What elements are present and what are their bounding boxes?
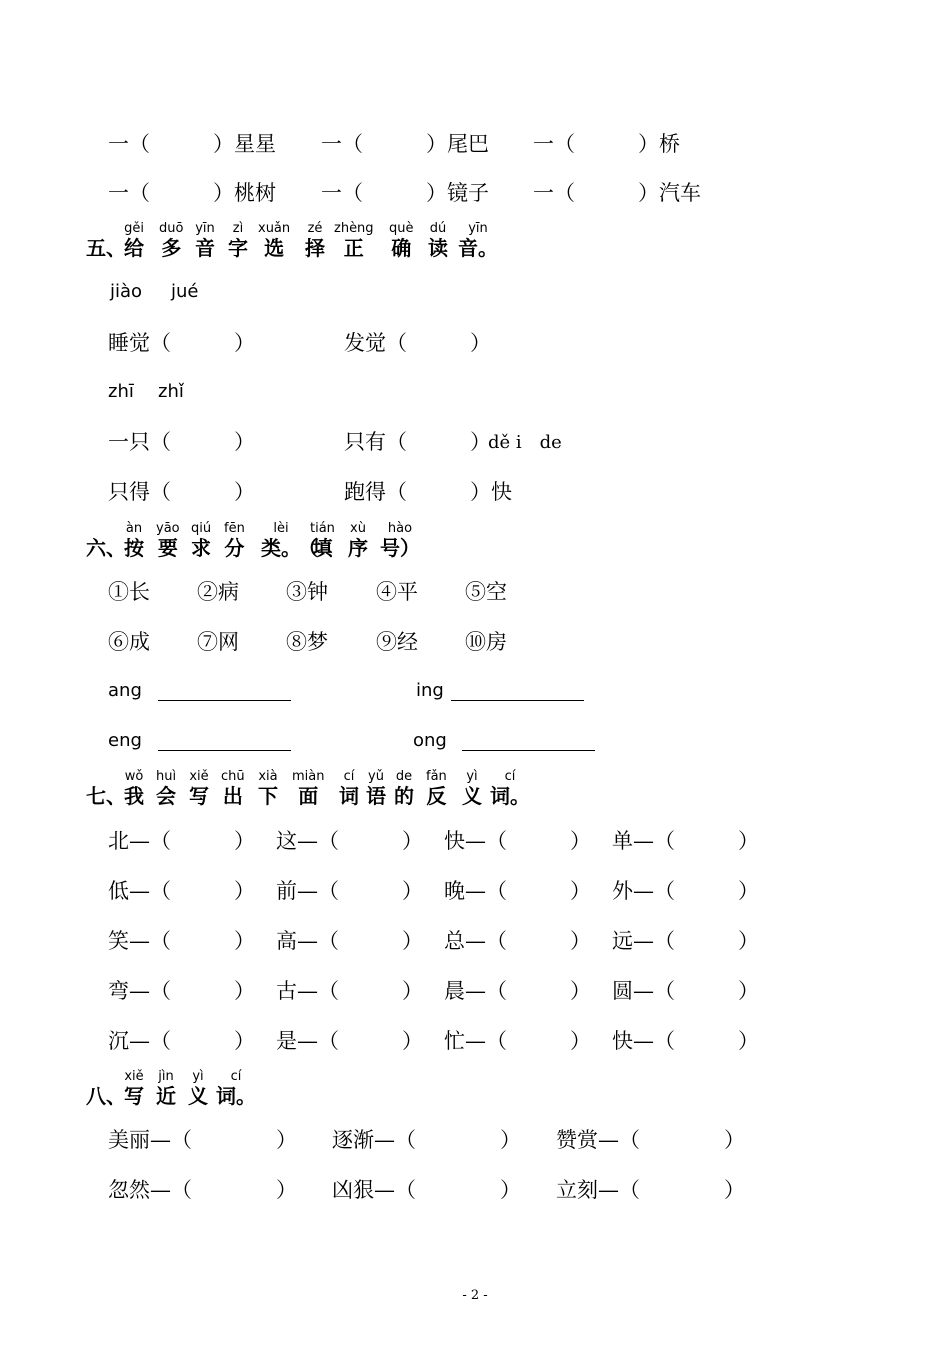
fill-label: ang xyxy=(108,680,142,701)
hanzi: 选 xyxy=(264,236,285,260)
hanzi: 音。 xyxy=(458,236,498,260)
heading-word xyxy=(159,222,183,260)
hanzi: 词 xyxy=(339,784,359,808)
heading-word xyxy=(426,770,447,808)
hanzi: 给 xyxy=(124,236,144,260)
heading-word xyxy=(394,770,414,808)
char-item: ③钟 xyxy=(286,580,328,604)
antonym-item: 忙—（ ） xyxy=(444,1029,591,1053)
antonym-item: 晨—（ ） xyxy=(444,979,591,1003)
pinyin: chū xyxy=(221,769,245,784)
pinyin: xià xyxy=(258,769,278,784)
hanzi: 音 xyxy=(195,236,215,260)
char-item: ⑩房 xyxy=(465,630,507,654)
hanzi: 按 xyxy=(124,536,144,560)
char-item: ⑧梦 xyxy=(286,630,328,654)
heading-word xyxy=(389,222,414,260)
hanzi: 反 xyxy=(426,784,447,808)
hanzi: 填 xyxy=(312,536,333,560)
heading-word xyxy=(156,522,180,560)
pinyin: yāo xyxy=(156,521,180,536)
pinyin: yīn xyxy=(195,221,215,236)
heading-word xyxy=(258,222,290,260)
pinyin: zhèng xyxy=(334,221,374,236)
pinyin-option: jué xyxy=(171,281,199,302)
heading-word xyxy=(124,222,144,260)
pinyin: cí xyxy=(343,769,355,784)
hanzi: 我 xyxy=(124,784,144,808)
heading-word xyxy=(428,222,448,260)
heading-word xyxy=(490,770,530,808)
pinyin: yì xyxy=(192,1069,204,1084)
pinyin: duō xyxy=(159,221,184,236)
heading-word xyxy=(458,222,498,260)
heading-word xyxy=(221,770,245,808)
hanzi: 下 xyxy=(258,784,278,808)
char-item: ②病 xyxy=(197,580,239,604)
hanzi: 的 xyxy=(394,784,414,808)
char-item: ④平 xyxy=(376,580,418,604)
heading-word xyxy=(124,522,144,560)
pinyin: qiú xyxy=(191,521,212,536)
hanzi: 近 xyxy=(156,1084,176,1108)
antonym-item: 沉—（ ） xyxy=(108,1029,255,1053)
heading-word xyxy=(366,770,386,808)
heading-word xyxy=(292,770,324,808)
hanzi: 择 xyxy=(305,236,325,260)
antonym-item: 总—（ ） xyxy=(444,929,591,953)
char-item: ①长 xyxy=(108,580,150,604)
section-number: 八、 xyxy=(86,1084,126,1108)
hanzi: 分 xyxy=(224,536,245,560)
section-number: 七、 xyxy=(86,784,126,808)
heading-word xyxy=(261,522,301,560)
synonym-item: 美丽—（ ） xyxy=(108,1128,297,1152)
heading-word xyxy=(258,770,278,808)
pinyin-option: zhī xyxy=(108,381,134,402)
measure-word-item: 一（ ）星星 xyxy=(108,132,276,156)
char-item: ⑨经 xyxy=(376,630,418,654)
pinyin: dú xyxy=(429,221,447,236)
antonym-item: 晚—（ ） xyxy=(444,879,591,903)
heading-word xyxy=(228,222,248,260)
hanzi: 出 xyxy=(222,784,243,808)
antonym-item: 低—（ ） xyxy=(108,879,255,903)
synonym-item: 凶狠—（ ） xyxy=(332,1178,521,1202)
pinyin: yīn xyxy=(468,221,488,236)
antonym-item: 快—（ ） xyxy=(444,829,591,853)
heading-word xyxy=(156,770,176,808)
antonym-item: 这—（ ） xyxy=(276,829,423,853)
pinyin: zì xyxy=(232,221,244,236)
polyphone-item: 只得（ ） xyxy=(108,480,255,504)
polyphone-item: 发觉（ ） xyxy=(344,331,491,355)
heading-word xyxy=(195,222,215,260)
polyphone-item: 只有（ ） xyxy=(344,430,491,454)
pinyin: tián xyxy=(310,521,335,536)
polyphone-item: 一只（ ） xyxy=(108,430,255,454)
pinyin: què xyxy=(389,221,414,236)
hanzi: 面 xyxy=(298,784,319,808)
heading-word xyxy=(124,770,144,808)
heading-word xyxy=(380,522,420,560)
pinyin: gěi xyxy=(124,221,144,236)
antonym-item: 单—（ ） xyxy=(612,829,759,853)
antonym-item: 外—（ ） xyxy=(612,879,759,903)
pinyin: yǔ xyxy=(368,769,384,784)
pinyin: xiě xyxy=(189,769,209,784)
heading-word xyxy=(462,770,482,808)
polyphone-item: 跑得（ ）快 xyxy=(344,480,512,504)
pinyin: miàn xyxy=(292,769,325,784)
char-item: ⑤空 xyxy=(465,580,507,604)
pinyin: huì xyxy=(156,769,177,784)
hanzi: 义 xyxy=(462,784,482,808)
heading-word xyxy=(305,222,325,260)
char-item: ⑥成 xyxy=(108,630,150,654)
pinyin: hào xyxy=(387,521,413,536)
measure-word-item: 一（ ）桥 xyxy=(533,132,680,156)
pinyin: xiě xyxy=(124,1069,144,1084)
pinyin: àn xyxy=(125,521,143,536)
heading-word xyxy=(348,522,368,560)
hanzi: 读 xyxy=(428,236,448,260)
synonym-item: 赞赏—（ ） xyxy=(556,1128,745,1152)
pinyin: xuǎn xyxy=(258,221,291,236)
hanzi: 类。 xyxy=(261,536,301,560)
synonym-item: 立刻—（ ） xyxy=(556,1178,745,1202)
measure-word-item: 一（ ）桃树 xyxy=(108,181,276,205)
pinyin: wǒ xyxy=(124,769,144,784)
heading-word xyxy=(310,522,335,560)
hanzi: 确 xyxy=(391,236,412,260)
page-number: - 2 - xyxy=(462,1288,488,1303)
heading-word xyxy=(191,522,211,560)
antonym-item: 快—（ ） xyxy=(612,1029,759,1053)
antonym-item: 北—（ ） xyxy=(108,829,255,853)
polyphone-item: 睡觉（ ） xyxy=(108,331,255,355)
pinyin: de xyxy=(395,769,413,784)
heading-word xyxy=(224,522,245,560)
fill-label: ing xyxy=(416,680,444,701)
measure-word-item: 一（ ）尾巴 xyxy=(321,132,489,156)
hanzi: 词。 xyxy=(490,784,530,808)
fill-label: ong xyxy=(413,730,447,751)
pinyin: xù xyxy=(350,521,366,536)
hanzi: 正 xyxy=(343,236,364,260)
hanzi: 会 xyxy=(156,784,177,808)
hanzi: 号） xyxy=(380,536,420,560)
pinyin: cí xyxy=(504,769,516,784)
antonym-item: 弯—（ ） xyxy=(108,979,255,1003)
heading-word xyxy=(216,1070,256,1108)
hanzi: 词。 xyxy=(216,1084,256,1108)
antonym-item: 笑—（ ） xyxy=(108,929,255,953)
heading-word xyxy=(189,770,209,808)
pinyin: jìn xyxy=(158,1069,174,1084)
hanzi: 多 xyxy=(161,236,182,260)
char-item: ⑦网 xyxy=(197,630,239,654)
heading-word xyxy=(188,1070,208,1108)
antonym-item: 高—（ ） xyxy=(276,929,423,953)
hanzi: 义 xyxy=(188,1084,208,1108)
pinyin-option: jiào xyxy=(110,281,143,302)
pinyin: cí xyxy=(230,1069,242,1084)
section-number: 五、 xyxy=(86,236,126,260)
pinyin: yì xyxy=(466,769,478,784)
heading-word xyxy=(339,770,359,808)
pinyin-option: zhǐ xyxy=(158,381,184,402)
antonym-item: 古—（ ） xyxy=(276,979,423,1003)
hanzi: 要 xyxy=(157,536,178,560)
heading-word xyxy=(156,1070,176,1108)
hanzi: 序 xyxy=(348,536,368,560)
measure-word-item: 一（ ）汽车 xyxy=(533,181,701,205)
hanzi: 求 xyxy=(191,536,212,560)
antonym-item: 前—（ ） xyxy=(276,879,423,903)
pinyin: zé xyxy=(307,221,323,236)
fill-label: eng xyxy=(108,730,142,751)
pinyin-option: dě i de xyxy=(488,432,562,453)
antonym-item: 远—（ ） xyxy=(612,929,759,953)
synonym-item: 逐渐—（ ） xyxy=(332,1128,521,1152)
pinyin: fēn xyxy=(224,521,245,536)
heading-word xyxy=(334,222,374,260)
antonym-item: 圆—（ ） xyxy=(612,979,759,1003)
measure-word-item: 一（ ）镜子 xyxy=(321,181,489,205)
hanzi: （ xyxy=(298,536,318,560)
hanzi: 写 xyxy=(124,1084,144,1108)
hanzi: 字 xyxy=(228,236,248,260)
antonym-item: 是—（ ） xyxy=(276,1029,423,1053)
heading-word xyxy=(124,1070,144,1108)
synonym-item: 忽然—（ ） xyxy=(108,1178,297,1202)
hanzi: 语 xyxy=(366,784,386,808)
hanzi: 写 xyxy=(189,784,209,808)
pinyin: fǎn xyxy=(426,769,447,784)
section-number: 六、 xyxy=(86,536,126,560)
pinyin: lèi xyxy=(273,521,289,536)
